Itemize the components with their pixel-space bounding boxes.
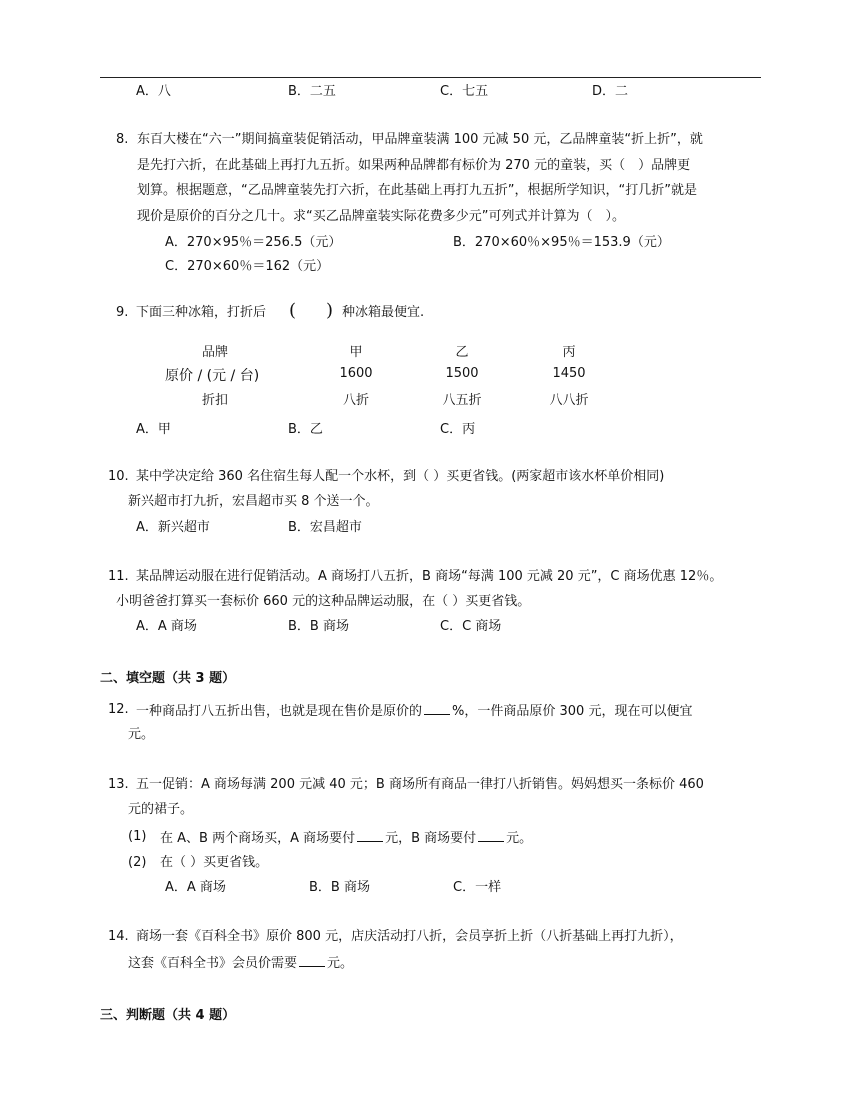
question-number: 12. bbox=[108, 702, 129, 717]
question-text-line: 元的裙子。 bbox=[128, 802, 194, 817]
q9-option-c[interactable]: C．丙 bbox=[440, 422, 476, 437]
answer-blank[interactable] bbox=[424, 701, 450, 715]
q10-option-a[interactable]: A．新兴超市 bbox=[136, 520, 210, 535]
q8-option-c[interactable]: C．270×60％＝162（元） bbox=[165, 259, 330, 274]
question-number: 9. bbox=[116, 305, 129, 320]
answer-paren-close: ) bbox=[326, 300, 334, 321]
question-number: 14. bbox=[108, 929, 129, 944]
subquestion-label: (1) bbox=[128, 829, 147, 844]
q13-option-b[interactable]: B．B 商场 bbox=[309, 880, 370, 895]
question-text-line: 划算。根据题意，“乙品牌童装先打六折，在此基础上再打九五折”，根据所学知识，“打几折”就是 bbox=[137, 183, 697, 198]
q10-option-b[interactable]: B．宏昌超市 bbox=[288, 520, 362, 535]
question-text-line: 某中学决定给 360 名住宿生每人配一个水杯，到（ ）买更省钱。(两家超市该水杯单价相同) bbox=[136, 469, 665, 484]
table-cell: 八五折 bbox=[442, 393, 482, 408]
subquestion-text: 在（ ）买更省钱。 bbox=[160, 855, 269, 870]
subquestion-text bbox=[160, 828, 532, 848]
table-cell: 1450 bbox=[552, 366, 586, 381]
answer-blank[interactable] bbox=[357, 828, 383, 842]
text-segment: %，一件商品原价 300 元，现在可以便宜 bbox=[452, 704, 693, 719]
question-text-line: 东百大楼在“六一”期间搞童装促销活动，甲品牌童装满 100 元减 50 元，乙品牌童装“折上折”，就 bbox=[137, 132, 703, 147]
question-number: 10. bbox=[108, 469, 129, 484]
subquestion-label: (2) bbox=[128, 855, 147, 870]
table-cell: 八八折 bbox=[549, 393, 589, 408]
text-segment: 这套《百科全书》会员价需要 bbox=[128, 956, 298, 971]
q11-option-b[interactable]: B．B 商场 bbox=[288, 619, 349, 634]
question-number: 13. bbox=[108, 777, 129, 792]
text-segment: 元。 bbox=[506, 831, 533, 846]
text-segment: 在 A、B 两个商场买，A 商场要付 bbox=[160, 831, 356, 846]
q7-option-b[interactable]: B．二五 bbox=[288, 84, 336, 99]
answer-paren-open: ( bbox=[289, 300, 297, 321]
question-text-line: 元。 bbox=[128, 727, 155, 742]
text-segment: 元。 bbox=[327, 956, 354, 971]
question-text-line bbox=[136, 701, 692, 721]
q13-option-c[interactable]: C．一样 bbox=[453, 880, 502, 895]
section-title-true-false: 三、判断题（共 4 题） bbox=[100, 1008, 236, 1023]
text-segment: 一种商品打八五折出售，也就是现在售价是原价的 bbox=[136, 704, 423, 719]
q8-option-a[interactable]: A．270×95％＝256.5（元） bbox=[165, 235, 342, 250]
answer-blank[interactable] bbox=[478, 828, 504, 842]
q9-option-b[interactable]: B．乙 bbox=[288, 422, 323, 437]
question-text-line: 小明爸爸打算买一套标价 660 元的这种品牌运动服，在（ ）买更省钱。 bbox=[116, 594, 531, 609]
question-text-line: 现价是原价的百分之几十。求“买乙品牌童装实际花费多少元”可列式并计算为（ ）。 bbox=[137, 209, 625, 224]
table-row-label: 折扣 bbox=[201, 393, 228, 408]
q7-option-d[interactable]: D．二 bbox=[592, 84, 629, 99]
q13-option-a[interactable]: A．A 商场 bbox=[165, 880, 226, 895]
question-text-line: 是先打六折，在此基础上再打九五折。如果两种品牌都有标价为 270 元的童装，买（ ）品牌更 bbox=[137, 158, 691, 173]
q11-option-a[interactable]: A．A 商场 bbox=[136, 619, 197, 634]
question-text-line: 商场一套《百科全书》原价 800 元，店庆活动打八折，会员享折上折（八折基础上再打九折）， bbox=[136, 929, 683, 944]
question-text: 种冰箱最便宜. bbox=[342, 305, 425, 320]
q8-option-b[interactable]: B．270×60％×95％＝153.9（元） bbox=[453, 235, 670, 250]
text-segment: 元，B 商场要付 bbox=[385, 831, 477, 846]
question-number: 11. bbox=[108, 569, 129, 584]
answer-blank[interactable] bbox=[299, 953, 325, 967]
q9-option-a[interactable]: A．甲 bbox=[136, 422, 171, 437]
q7-option-a[interactable]: A．八 bbox=[136, 84, 171, 99]
q7-option-c[interactable]: C．七五 bbox=[440, 84, 489, 99]
question-text-line: 某品牌运动服在进行促销活动。A 商场打八五折，B 商场“每满 100 元减 20 元”，C 商场优惠 12％。 bbox=[136, 569, 723, 584]
q11-option-c[interactable]: C．C 商场 bbox=[440, 619, 502, 634]
table-header: 乙 bbox=[455, 345, 469, 360]
table-header: 丙 bbox=[562, 345, 576, 360]
question-text-line: 五一促销：A 商场每满 200 元减 40 元；B 商场所有商品一律打八折销售。妈妈想买一条标价 460 bbox=[136, 777, 704, 792]
question-text-line: 新兴超市打九折，宏昌超市买 8 个送一个。 bbox=[128, 494, 379, 509]
question-number: 8. bbox=[116, 132, 129, 147]
section-title-fill-in: 二、填空题（共 3 题） bbox=[100, 671, 236, 686]
table-cell: 八折 bbox=[342, 393, 369, 408]
table-row-label: 原价 / (元 / 台) bbox=[165, 368, 260, 384]
question-text-line bbox=[128, 953, 353, 973]
header-rule bbox=[100, 77, 761, 78]
table-cell: 1600 bbox=[339, 366, 373, 381]
question-text: 下面三种冰箱，打折后 bbox=[136, 305, 267, 320]
table-cell: 1500 bbox=[445, 366, 479, 381]
table-header: 品牌 bbox=[201, 345, 228, 360]
table-header: 甲 bbox=[349, 345, 363, 360]
